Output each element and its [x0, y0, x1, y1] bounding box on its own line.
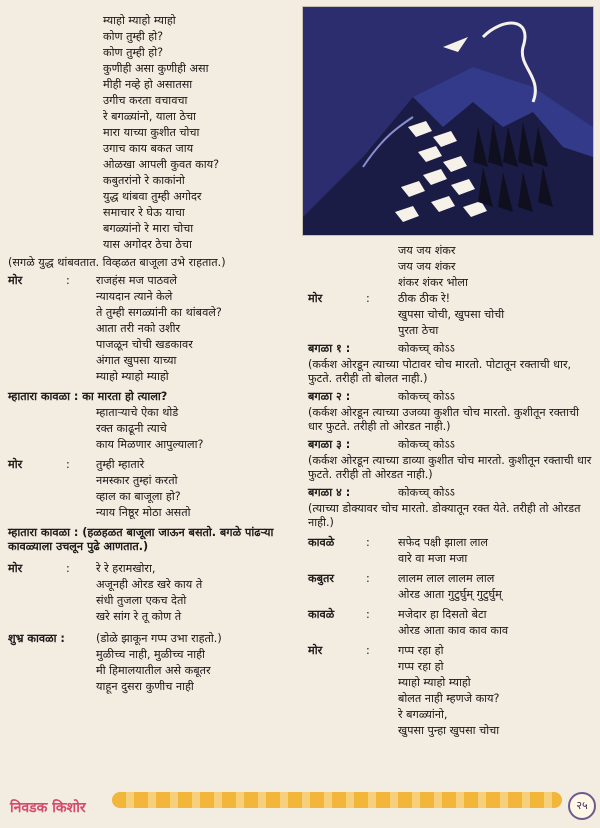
colon: :	[366, 292, 370, 305]
speaker: कबुतर	[308, 572, 334, 585]
line: कबुतरांनो रे काकांनो	[103, 174, 185, 187]
line: खरे सांग रे तू कोण ते	[96, 610, 182, 623]
stage-direction: (सगळे युद्ध थांबवतात. विव्हळत बाजूला उभे राहतात.)	[8, 256, 226, 269]
line: याहून दुसरा कुणीच नाही	[96, 680, 194, 693]
page-number: २५	[568, 792, 596, 820]
line: मीही नव्हे हो असातसा	[103, 78, 193, 91]
line: नमस्कार तुम्हां करतो	[96, 474, 178, 487]
line: बगळ्यांनो रे मारा चोचा	[103, 222, 194, 235]
brand-name: निवडक किशोर	[10, 800, 86, 816]
line: ओरड आता गुटुर्घुम् गुटुर्घुम्	[398, 588, 502, 601]
line: व्हाल का बाजूला हो?	[96, 490, 181, 503]
speaker: कावळे	[308, 608, 335, 621]
line: मजेदार हा दिसतो बेटा	[398, 608, 487, 621]
speaker-line: म्हातारा कावळा : का मारता हो त्याला?	[8, 390, 168, 403]
line: युद्ध थांबवा तुम्ही अगोदर	[103, 190, 202, 203]
line: उगाच काय बकत जाय	[103, 142, 194, 155]
stage-direction: (त्याच्या डोक्यावर चोच मारतो. डोक्यातून रक्त येते. तरीही तो ओरडत नाही.)	[308, 502, 581, 529]
line: यास अगोदर ठेचा ठेचा	[103, 238, 192, 251]
line: म्याहो म्याहो म्याहो	[398, 676, 471, 689]
line: समाचार रे घेऊ याचा	[103, 206, 185, 219]
speaker: कावळे	[308, 536, 335, 549]
line: गप्प रहा हो	[398, 660, 444, 673]
line: अंगात खुपसा याच्या	[96, 354, 177, 367]
speaker: मोर	[308, 292, 323, 305]
line: अजूनही ओरड खरे काय ते	[96, 578, 203, 591]
line: न्याय निष्ठूर मोठा असतो	[96, 506, 191, 519]
line: कोण तुम्ही हो?	[103, 30, 164, 43]
line: जय जय शंकर	[398, 260, 456, 273]
line: राजहंस मज पाठवले	[96, 274, 177, 287]
line: न्यायदान त्याने केले	[96, 290, 173, 303]
line: कोण तुम्ही हो?	[103, 46, 164, 59]
line: पाजळून चोची खडकावर	[96, 338, 193, 351]
speaker: बगळा ३ :	[308, 438, 351, 451]
line: ओळखा आपली कुवत काय?	[103, 158, 220, 171]
line: खुपसा पुन्हा खुपसा चोचा	[398, 724, 500, 737]
colon: :	[366, 536, 370, 549]
line: म्याहो म्याहो म्याहो	[103, 14, 176, 27]
line: जय जय शंकर	[398, 244, 456, 257]
line: मी हिमालयातील असे कबूतर	[96, 664, 211, 677]
line: रे बगळ्यांनो,	[398, 708, 448, 721]
stage-direction: (कर्कश ओरडून त्याच्या डाव्या कुशीत चोच मारतो. कुशीतून रक्ताची धार फुटते. तरीही तो ओरडत नाही.)	[308, 454, 592, 481]
colon: :	[366, 572, 370, 585]
stage-direction: (कर्कश ओरडून त्याच्या पोटावर चोच मारतो. पोटातून रक्ताची धार, फुटते. तरीही तो बोलत नाही.)	[308, 358, 572, 385]
speaker: मोर	[8, 274, 23, 287]
line: शंकर शंकर भोला	[398, 276, 468, 289]
line: पुरता ठेचा	[398, 324, 439, 337]
line: रक्त काढूनी त्याचे	[96, 422, 167, 435]
line: तुम्ही म्हातारे	[96, 458, 145, 471]
page-footer	[0, 786, 600, 828]
line: म्हाताऱ्याचे ऐका थोडे	[96, 406, 179, 419]
peacock-illustration	[302, 6, 594, 236]
colon: :	[66, 274, 70, 287]
speaker: मोर	[308, 644, 323, 657]
speaker: बगळा ४ :	[308, 486, 351, 499]
speaker: बगळा २ :	[308, 390, 351, 403]
speaker: बगळा १ :	[308, 342, 351, 355]
line: ठीक ठीक रे!	[398, 292, 451, 305]
line: कोकच्च् कोऽऽ	[398, 438, 455, 451]
speaker: मोर	[8, 562, 23, 575]
line: रे बगळ्यांनो, याला ठेचा	[103, 110, 196, 123]
line: बोलत नाही म्हणजे काय?	[398, 692, 500, 705]
speaker: मोर	[8, 458, 23, 471]
line: वारे वा मजा मजा	[398, 552, 468, 565]
speaker: शुभ्र कावळा :	[8, 632, 65, 645]
line: म्याहो म्याहो म्याहो	[96, 370, 169, 383]
colon: :	[66, 562, 70, 575]
line: मुळीच्च नाही, मुळीच्च नाही	[96, 648, 205, 661]
line: ते तुम्ही सगळ्यांनी का थांबवले?	[96, 306, 222, 319]
line: संधी तुजला एकच देतो	[96, 594, 187, 607]
line: गप्प रहा हो	[398, 644, 444, 657]
line: रे रे हरामखोरा,	[96, 562, 156, 575]
colon: :	[366, 644, 370, 657]
colon: :	[366, 608, 370, 621]
line: कोकच्च् कोऽऽ	[398, 342, 455, 355]
line: कोकच्च् कोऽऽ	[398, 486, 455, 499]
stage-direction: (कर्कश ओरडून त्याच्या उजव्या कुशीत चोच मारतो. कुशीतून रक्ताची धार फुटते. तरीही तो ओरडत नाही.)	[308, 406, 580, 433]
line: ओरड आता काव काव काव	[398, 624, 509, 637]
line: काय मिळणार आपुल्याला?	[96, 438, 204, 451]
line: कुणीही असा कुणीही असा	[103, 62, 209, 75]
decorative-border	[112, 792, 562, 808]
line: कोकच्च् कोऽऽ	[398, 390, 455, 403]
colon: :	[66, 458, 70, 471]
stage-direction: (डोळे झाकून गप्प उभा राहतो.)	[96, 632, 222, 645]
line: सफेद पक्षी झाला लाल	[398, 536, 488, 549]
line: खुपसा चोची, खुपसा चोची	[398, 308, 505, 321]
illustration-svg	[303, 7, 593, 235]
line: आता तरी नको उशीर	[96, 322, 181, 335]
speaker-stage-direction: म्हातारा कावळा : (हळहळत बाजूला जाऊन बसतो. बगळे पांढऱ्या कावळ्याला उचलून पुढे आणतात.)	[8, 526, 274, 553]
line: मारा याच्या कुशीत चोचा	[103, 126, 200, 139]
line: उगीच करता वचावचा	[103, 94, 188, 107]
line: लालम लाल लालम लाल	[398, 572, 495, 585]
